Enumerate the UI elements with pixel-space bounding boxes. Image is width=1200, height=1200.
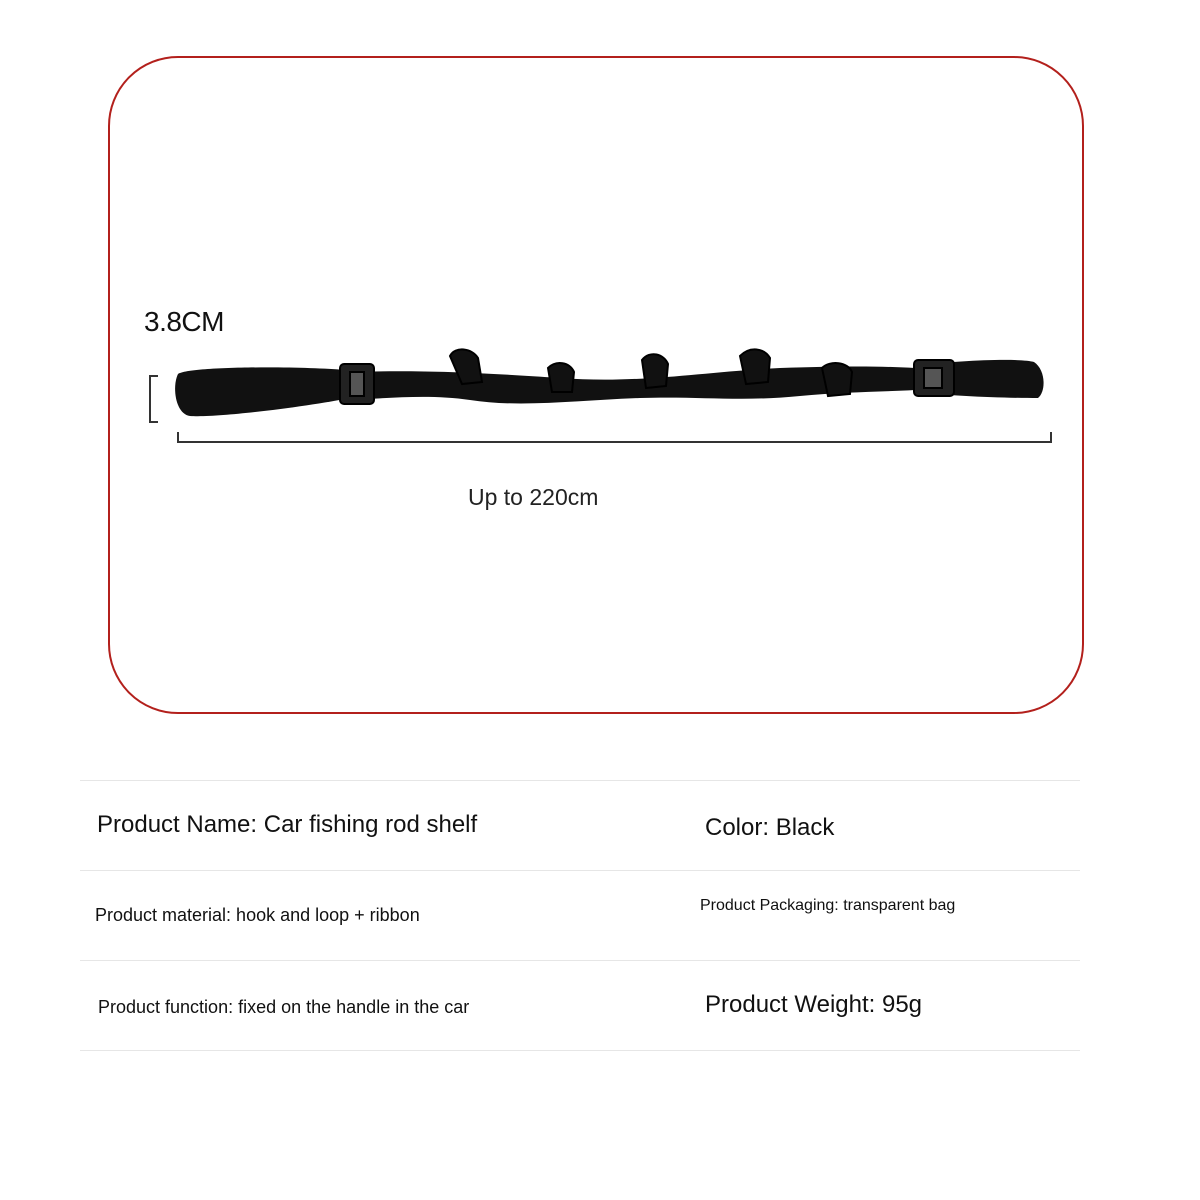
product-name: Product Name: Car fishing rod shelf <box>97 811 478 838</box>
length-dimension-line <box>178 432 1051 442</box>
spec-row <box>80 960 1080 1051</box>
product-color: Color: Black <box>705 814 835 841</box>
strap-width-label: 3.8CM <box>144 306 224 337</box>
buckle-left <box>340 364 374 404</box>
buckle-right <box>914 360 954 396</box>
product-material: Product material: hook and loop + ribbon <box>95 905 420 925</box>
spec-row <box>80 870 1080 960</box>
spec-table <box>80 780 1080 1051</box>
product-weight: Product Weight: 95g <box>705 991 923 1018</box>
product-packaging: Product Packaging: transparent bag <box>700 897 956 914</box>
product-function: Product function: fixed on the handle in the car <box>98 997 470 1017</box>
width-bracket <box>150 376 158 422</box>
spec-row <box>80 780 1080 870</box>
strap-length-label: Up to 220cm <box>468 484 599 510</box>
